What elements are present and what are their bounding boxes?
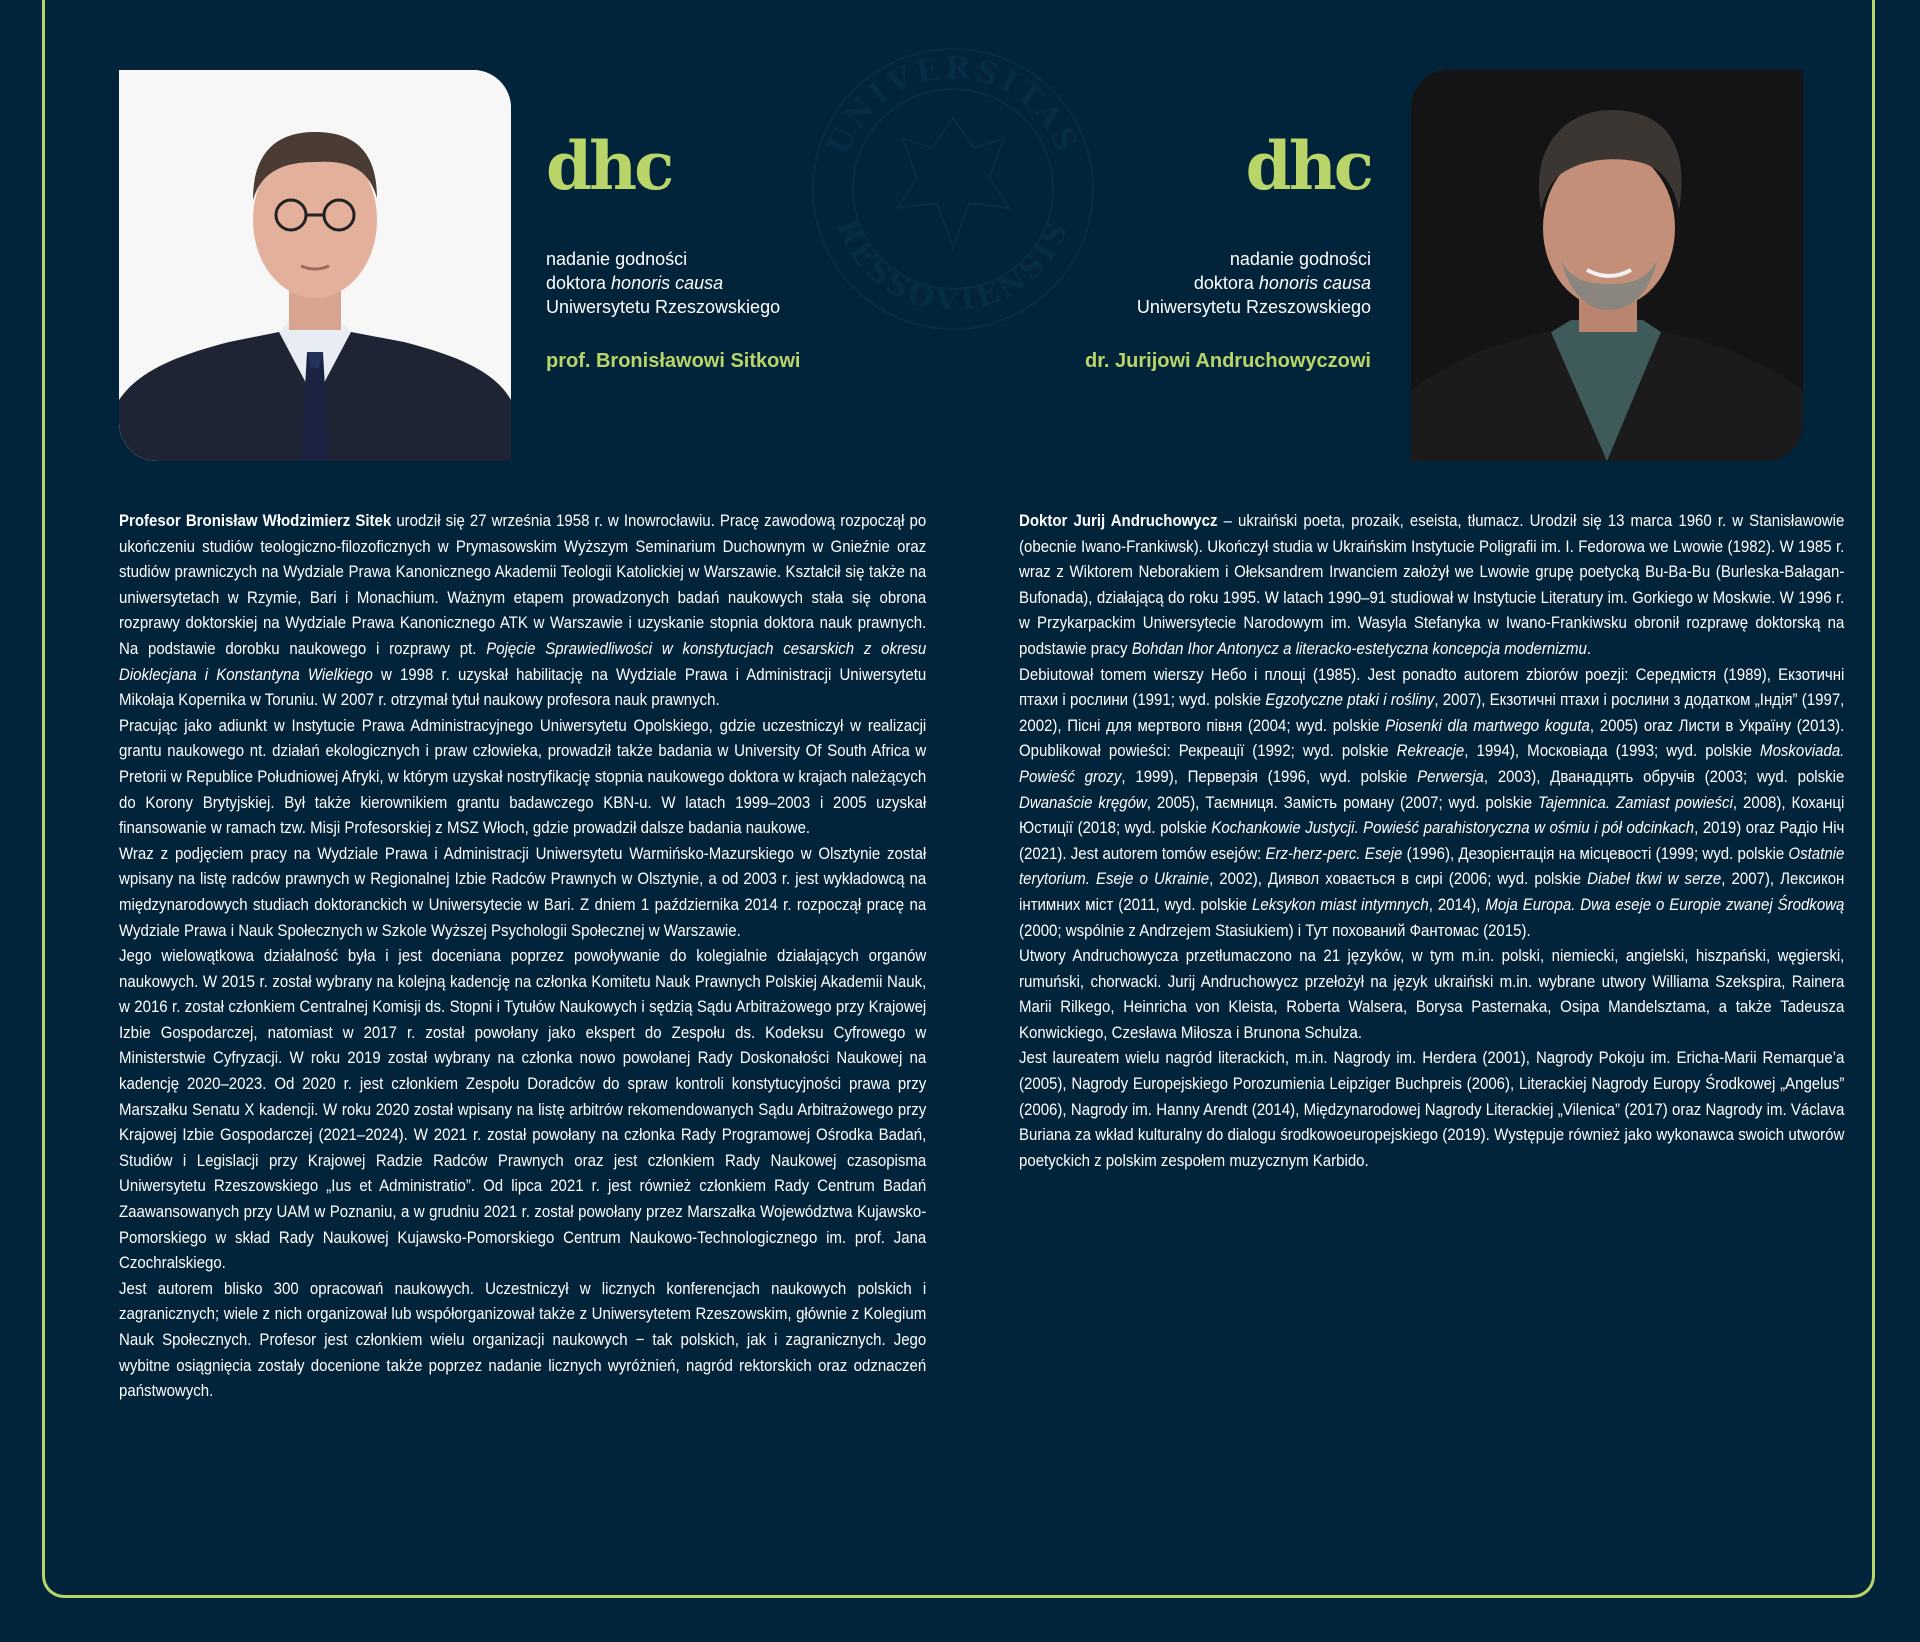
photo-andruchowycz (1411, 70, 1803, 461)
bio-text-segment: Bohdan Ihor Antonycz a literacko-estetyczna koncepcja modernizmu (1131, 638, 1587, 658)
bio-text-segment: Pracując jako adiunkt w Instytucie Prawa Administracyjnego Uniwersytetu Opolskiego, gdzie uczestniczył w realizacji grantu naukowego nt. działań ekologicznych i praw człowieka, prowadził także badania w University Of South Africa w Pretorii w Republice Południowej Afryki, w którym uzyskał nostryfikację stopnia naukowego doktora w krajach należących do Korony Brytyjskiej. Był także kierownikiem grantu badawczego KBN-u. W latach 1999–2003 i 2005 uzyskał finansowanie w ramach tzw. Misji Profesorskiej z MSZ Włoch, gdzie prowadził dalsze badania naukowe. (119, 715, 927, 838)
bio-text-segment: Ostatnie terytorium. Eseje o Ukrainie (1019, 843, 1845, 889)
bio-paragraph (1019, 943, 1844, 1045)
bio-paragraph (119, 943, 926, 1276)
dhc-mark-right: dhc (1245, 127, 1371, 205)
bio-text-segment: Utwory Andruchowycza przetłumaczono na 21 języków, w tym m.in. polski, niemiecki, angielski, hiszpański, węgierski, rumuński, chorwacki. Jurij Andruchowycz przełożył na język ukraiński m.in. wybrane utwory Williama Szekspira, Rainera Marii Rilkego, Heinricha von Kleista, Roberta Walsera, Borysa Pasternaka, Osipa Mandelsztama, a także Tadeusza Konwickiego, Czesława Miłosza i Brunona Schulza. (1019, 946, 1845, 1042)
bio-paragraph (1019, 508, 1844, 662)
bio-text-segment: Doktor Jurij Andruchowycz (1019, 511, 1218, 530)
bio-text-segment: Moskoviada. Powieść grozy (1019, 741, 1845, 786)
award-line2-prefix: doktora (546, 273, 612, 293)
bio-text-segment: , 1994), Московіада (1993; wyd. polskie (1464, 741, 1761, 761)
bio-text-segment: Erz-herz-perc. Eseje (1265, 843, 1403, 863)
award-line3: Uniwersytetu Rzeszowskiego (546, 297, 781, 317)
photo-sitek (119, 70, 511, 461)
bio-text-segment: Egzotyczne ptaki i rośliny (1265, 690, 1435, 710)
award-line1: nadanie godności (546, 249, 688, 269)
bio-text-segment: (2000; wspólnie z Andrzejem Stasiukiem) i Тут похований Фантомас (2015). (1019, 920, 1531, 940)
bio-paragraph (119, 841, 926, 943)
bio-sitek (119, 508, 926, 1404)
bio-paragraph (119, 1276, 926, 1404)
bio-paragraph (1019, 662, 1844, 944)
svg-text:RESSOVIENSIS (829, 213, 1077, 318)
award-line3: Uniwersytetu Rzeszowskiego (1136, 297, 1371, 317)
bio-text-segment: , 1999), Перверзія (1996, wyd. polskie (1121, 766, 1418, 786)
bio-andruchowycz (1019, 508, 1844, 1173)
award-text-left (546, 247, 780, 319)
award-text-right (1137, 247, 1371, 319)
bio-text-segment: Debiutował tomem wierszy Небо і площі (1985). Jest ponadto autorem zbiorów poezji: Середмістя (1989), Екзотичні птахи і рослини (1991; wyd. polskie (1019, 664, 1845, 710)
award-line1: nadanie godności (1229, 249, 1371, 269)
bio-text-segment: , 2008), Коханці Юстиції (2018; wyd. polskie (1019, 792, 1845, 838)
bio-text-segment: , 2002), Диявол ховається в сирі (2006; wyd. polskie (1209, 869, 1588, 889)
bio-text-segment: , 2019) oraz Радіо Ніч (2021). Jest autorem tomów esejów: (1019, 818, 1845, 863)
bio-text-segment: Leksykon miast intymnych (1252, 894, 1429, 914)
bio-text-segment: , 2003), Дванадцять обручів (2003; wyd. polskie (1483, 766, 1845, 786)
bio-text-segment: – ukraiński poeta, prozaik, eseista, tłumacz. Urodził się 13 marca 1960 r. w Stanisławowie (obecnie Iwano-Frankiwsk). Ukończył studia w Ukraińskim Instytucie Poligrafii im. I. Fedorowa we Lwowie (1982). W 1985 r. wraz z Wiktorem Neborakiem i Ołeksandrem Irwanciem założył we Lwowie grupę poetycką Bu-Ba-Bu (Burleska-Bałagan-Bufonada), działającą do roku 1995. W latach 1990–91 studiował w Instytucie Literatury im. Gorkiego w Moskwie. W 1996 r. w Przykarpackim Uniwersytecie Narodowym im. Wasyla Stefanyka w Iwano-Frankiwsku obronił rozprawę doktorską na podstawie pracy (1019, 511, 1845, 658)
bio-text-segment: , 2014), (1428, 894, 1486, 914)
portrait-andruchowycz-image (1411, 70, 1803, 461)
bio-text-segment: Tajemnica. Zamiast powieści (1538, 792, 1733, 812)
award-line2-italic: honoris causa (1258, 273, 1371, 293)
bio-text-segment: , 2005) oraz Листи в Україну (2013). Opublikował powieści: Рекреації (1992; wyd. polskie (1019, 715, 1845, 761)
bio-text-segment: , 2007), Екзотичні птахи і рослини з додатком „Індія” (1997, 2002), Пісні для мертвого півня (2004; wyd. polskie (1019, 690, 1845, 735)
bio-text-segment: (1996), Дезорієнтація на місцевості (1999; wyd. polskie (1402, 843, 1789, 863)
bio-text-segment: Wraz z podjęciem pracy na Wydziale Prawa i Administracji Uniwersytetu Warmińsko-Mazurskiego w Olsztynie został wpisany na listę radców prawnych w Regionalnej Izbie Radców Prawnych w Olsztynie, a od 2003 r. jest wykładowcą na międzynarodowych studiach doktoranckich w Uniwersytecie w Bari. Z dniem 1 października 2014 r. rozpoczął pracę na Wydziale Prawa i Nauk Społecznych w Szkole Wyższej Psychologii Społecznej w Warszawie. (119, 843, 927, 940)
dhc-mark-left: dhc (546, 127, 672, 205)
honoree-name-right: dr. Jurijowi Andruchowyczowi (1085, 350, 1371, 372)
bio-text-segment: Kochankowie Justycji. Powieść parahistoryczna w ośmiu i pół odcinkach (1211, 818, 1695, 838)
bio-text-segment: Dwanaście kręgów (1019, 792, 1147, 812)
bio-text-segment: , 2005), Таємниця. Замість роману (2007; wyd. polskie (1146, 792, 1539, 812)
bio-text-segment: Jest autorem blisko 300 opracowań naukowych. Uczestniczył w licznych konferencjach naukowych polskich i zagranicznych; wiele z nich organizował lub współorganizował także z Uniwersytetem Rzeszowskim, głównie z Kolegium Nauk Społecznych. Profesor jest członkiem wielu organizacji naukowych − tak polskich, jak i zagranicznych. Jego wybitne osiągnięcia zostały docenione także poprzez nadanie licznych wyróżnień, nagród rektorskich oraz odznaczeń państwowych. (119, 1278, 927, 1401)
honoree-name-left: prof. Bronisławowi Sitkowi (546, 350, 801, 372)
bio-text-segment: Jest laureatem wielu nagród literackich, m.in. Nagrody im. Herdera (2001), Nagrody Pokoju im. Ericha-Marii Remarque’a (2005), Nagrody Europejskiego Porozumienia Leipziger Buchpreis (2006), Literackiej Nagrody Europy Środkowej „Angelus” (2006), Nagrody im. Hanny Arendt (2014), Międzynarodowej Nagrody Literackiej „Vilenica” (2017) oraz Nagrody im. Václava Buriana za wkład kulturalny do dialogu środkowoeuropejskiego (2019). Występuje również jako wykonawca swoich utworów poetyckich z polskim zespołem muzycznym Karbido. (1019, 1048, 1845, 1170)
bio-text-segment: Profesor Bronisław Włodzimierz Sitek (119, 511, 392, 530)
portrait-sitek-image (119, 70, 511, 461)
bio-text-segment: urodził się 27 września 1958 r. w Inowrocławiu. Pracę zawodową rozpoczął po ukończeniu studiów teologiczno-filozoficznych w Prymasowskim Wyższym Seminarium Duchownym w Gnieźnie oraz studiów prawniczych na Wydziale Prawa Kanonicznego Akademii Teologii Katolickiej w Warszawie. Kształcił się także na uniwersytetach w Rzymie, Bari i Monachium. Ważnym etapem prowadzonych badań naukowych stała się obrona rozprawy doktorskiej na Wydziale Prawa Kanonicznego ATK w Warszawie i uzyskanie stopnia doktora nauk prawnych. Na podstawie dorobku naukowego i rozprawy pt. (119, 511, 927, 658)
award-line2-italic: honoris causa (611, 273, 724, 293)
bio-paragraph (1019, 1045, 1844, 1173)
bio-text-segment: Diabeł tkwi w serze (1587, 869, 1722, 889)
award-line2 (1137, 271, 1371, 295)
bio-text-segment: Pojęcie Sprawiedliwości w konstytucjach cesarskich z okresu Dioklecjana i Konstantyna Wielkiego (119, 638, 927, 684)
seal-bottom-text: RESSOVIENSIS (829, 213, 1077, 319)
bio-text-segment: , 2007), Лексикон інтимних міст (2011, wyd. polskie (1019, 869, 1845, 914)
bio-text-segment: Jego wielowątkowa działalność była i jest doceniana poprzez powoływanie do kolegialnie działających organów naukowych. W 2015 r. został wybrany na kolejną kadencję na członka Komitetu Nauk Prawnych Polskiej Akademii Nauk, w 2016 r. został członkiem Centralnej Komisji ds. Stopni i Tytułów Naukowych i sędzią Sądu Arbitrażowego przy Krajowej Izbie Gospodarczej, natomiast w 2017 r. został powołany jako ekspert do Zespołu ds. Kodeksu Cyfrowego w Ministerstwie Cyfryzacji. W roku 2019 został wybrany na członka nowo powołanej Rady Doskonałości Naukowej na kadencję 2020–2023. Od 2020 r. jest członkiem Zespołu Doradców do spraw kontroli konstytucyjności prawa przy Marszałku Senatu X kadencji. W roku 2020 został wpisany na listę arbitrów rekomendowanych Sądu Arbitrażowego przy Krajowej Izbie Gospodarczej (2021–2024). W 2021 r. został powołany na członka Rady Programowej Ośrodka Badań, Studiów i Legislacji przy Krajowej Radzie Radców Prawnych oraz jest członkiem Rady Naukowej czasopisma Uniwersytetu Rzeszowskiego „Ius et Administratio”. Od lipca 2021 r. jest również członkiem Rady Centrum Badań Zaawansowanych przy UAM w Poznaniu, a w grudniu 2021 r. został powołany przez Marszałka Województwa Kujawsko-Pomorskiego w skład Rady Naukowej Kujawsko-Pomorskiego Centrum Naukowo-Technologicznego im. prof. Jana Czochralskiego. (119, 946, 927, 1273)
svg-text:UNIVERSITAS (821, 50, 1085, 160)
bio-paragraph (119, 713, 926, 841)
bio-text-segment: Piosenki dla martwego koguta (1385, 715, 1590, 735)
bio-text-segment: w 1998 r. uzyskał habilitację na Wydziale Prawa i Administracji Uniwersytetu Mikołaja Kopernika w Toruniu. W 2007 r. otrzymał tytuł naukowy profesora nauk prawnych. (119, 664, 927, 710)
bio-text-segment: Perwersja (1417, 766, 1484, 786)
bio-text-segment: . (1586, 638, 1592, 658)
award-line2 (546, 271, 780, 295)
bio-text-segment: Rekreacje (1396, 741, 1465, 761)
bio-paragraph (119, 508, 926, 713)
award-line2-prefix: doktora (1193, 273, 1259, 293)
seal-top-text: UNIVERSITAS (821, 50, 1085, 161)
university-seal (802, 38, 1104, 340)
bio-text-segment: Moja Europa. Dwa eseje o Europie zwanej Środkową (1485, 894, 1845, 914)
